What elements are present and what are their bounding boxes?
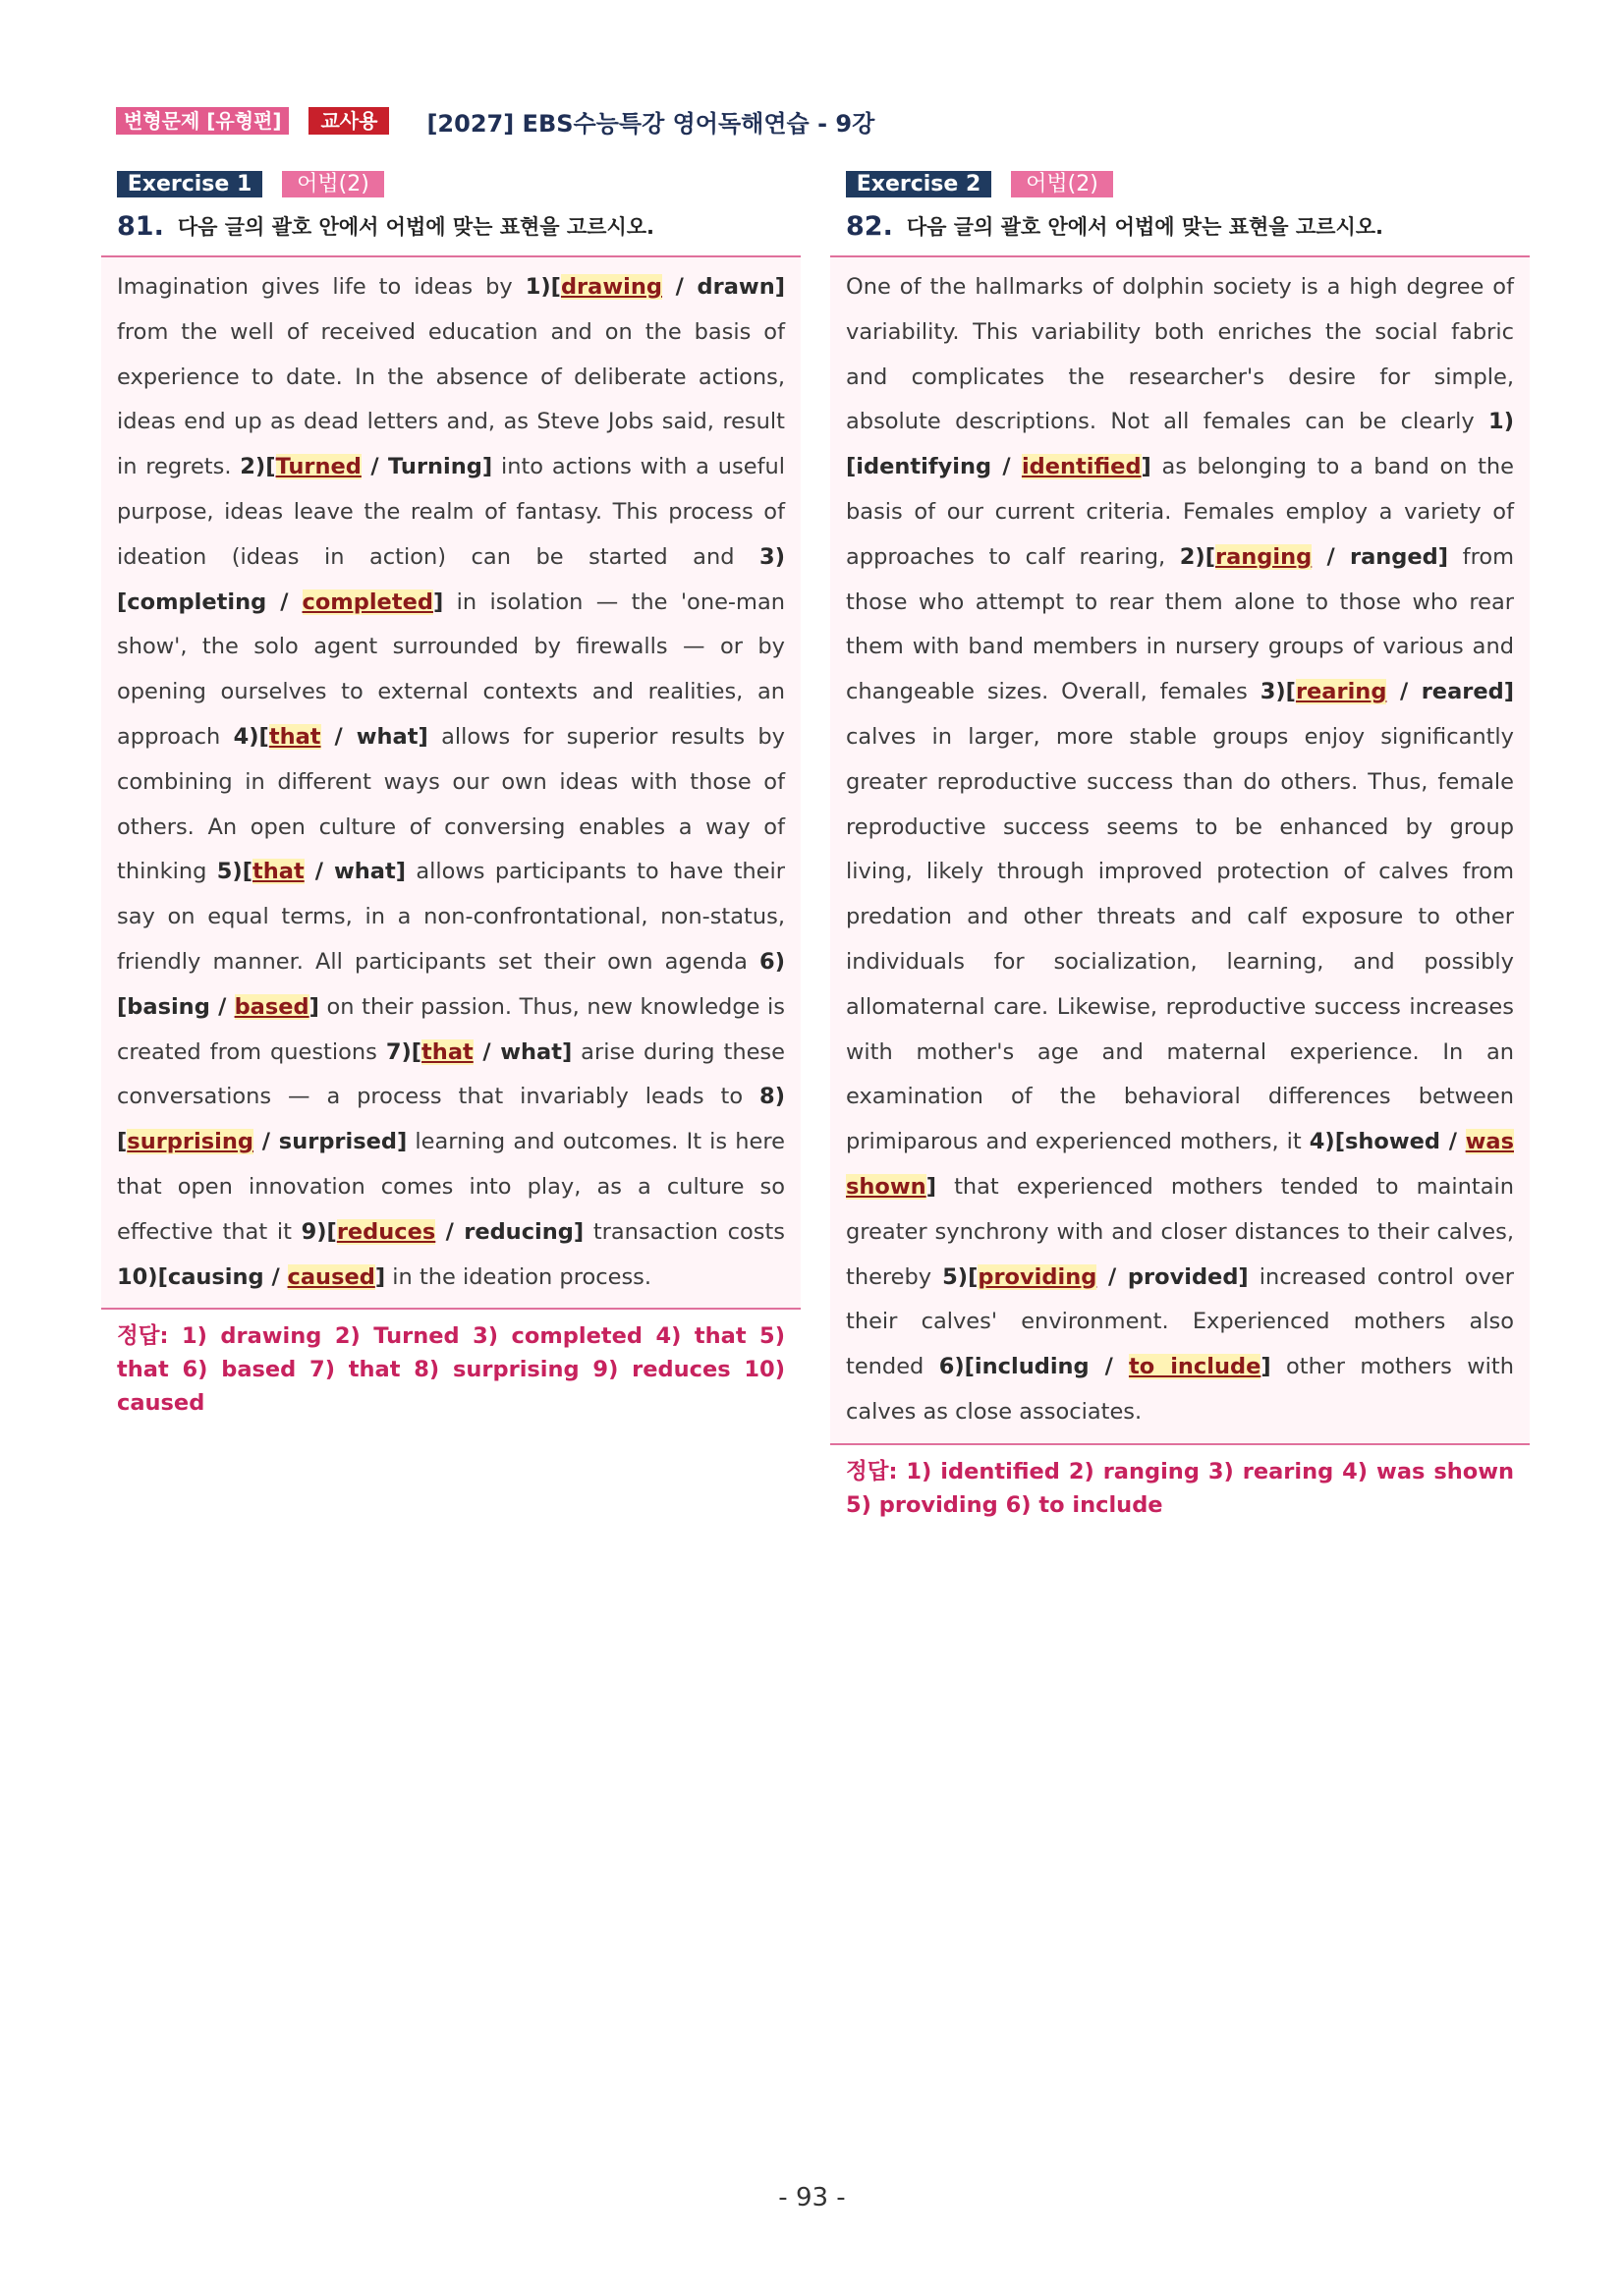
exercise-1: [101, 169, 801, 1420]
passage-text: Imagination gives life to ideas by 1)[drawing / drawn] from the well of received education and on the basis of experience to date. In the absence of deliberate actions, ideas end up as dead letters and, as Steve Jobs said, result in regrets. 2)[Turned / Turning] into actions with a useful purpose, ideas leave the realm of fantasy. This process of ideation (ideas in action) can be started and 3)[completing / completed] in isolation — the 'one-man show', the solo agent surrounded by firewalls — or by opening ourselves to external contexts and realities, an approach 4)[that / what] allows for superior results by combining in different ways our own ideas with those of others. An open culture of conversing enables a way of thinking 5)[that / what] allows participants to have their say on equal terms, in a non-confrontational, non-status, friendly manner. All participants set their own agenda 6)[basing / based] on their passion. Thus, new knowledge is created from questions 7)[that / what] arise during these conversations — a process that invariably leads to 8)[surprising / surprised] learning and outcomes. It is here that open innovation comes into play, as a culture so effective that it 9)[reduces / reducing] transaction costs 10)[causing / caused] in the ideation process.: [117, 274, 786, 1290]
answer-key: 정답: 1) identified 2) ranging 3) rearing 4) was shown 5) providing 6) to include: [846, 1458, 1514, 1518]
exercise-2: [830, 169, 1530, 1522]
question-instruction: 다음 글의 괄호 안에서 어법에 맞는 표현을 고르시오.: [177, 215, 655, 239]
exercise-type-badge: 어법(2): [1011, 171, 1113, 197]
page-number: - 93 -: [778, 2183, 846, 2212]
passage: [101, 255, 801, 1310]
question-number: 82.: [846, 210, 893, 242]
exercise-type-badge: 어법(2): [282, 171, 384, 197]
exercise-label: Exercise 2: [846, 171, 991, 197]
exercise-label: Exercise 1: [117, 171, 262, 197]
question-instruction: 다음 글의 괄호 안에서 어법에 맞는 표현을 고르시오.: [906, 215, 1384, 239]
question-number: 81.: [117, 210, 164, 242]
document-title: [2027] EBS수능특강 영어독해연습 - 9강: [426, 109, 875, 138]
passage: [830, 255, 1530, 1445]
teacher-edition-tag: 교사용: [308, 107, 389, 135]
passage-text: One of the hallmarks of dolphin society is a high degree of variability. This variability both enriches the social fabric and complicates the researcher's desire for simple, absolute descriptions. Not all females can be clearly 1)[identifying / identified] as belonging to a band on the basis of our current criteria. Females employ a variety of approaches to calf rearing, 2)[ranging / ranged] from those who attempt to rear them alone to those who rear them with band members in nursery groups of various and changeable sizes. Overall, females 3)[rearing / reared] calves in larger, more stable groups enjoy significantly greater reproductive success than do others. Thus, female reproductive success seems to be enhanced by group living, likely through improved protection of calves from predation and other threats and calf exposure to other individuals for socialization, learning, and possibly allomaternal care. Likewise, reproductive success increases with mother's age and maternal experience. In an examination of the behavioral differences between primiparous and experienced mothers, it 4)[showed / was shown] that experienced mothers tended to maintain greater synchrony with and closer distances to their calves, thereby 5)[providing / provided] increased control over their calves' environment. Experienced mothers also tended 6)[including / to include] other mothers with calves as close associates.: [846, 274, 1515, 1425]
page-header: [116, 104, 874, 138]
answer-key: 정답: 1) drawing 2) Turned 3) completed 4) that 5) that 6) based 7) that 8) surprising 9) reduces 10) caused: [117, 1323, 785, 1417]
variant-type-tag: 변형문제 [유형편]: [116, 107, 289, 135]
